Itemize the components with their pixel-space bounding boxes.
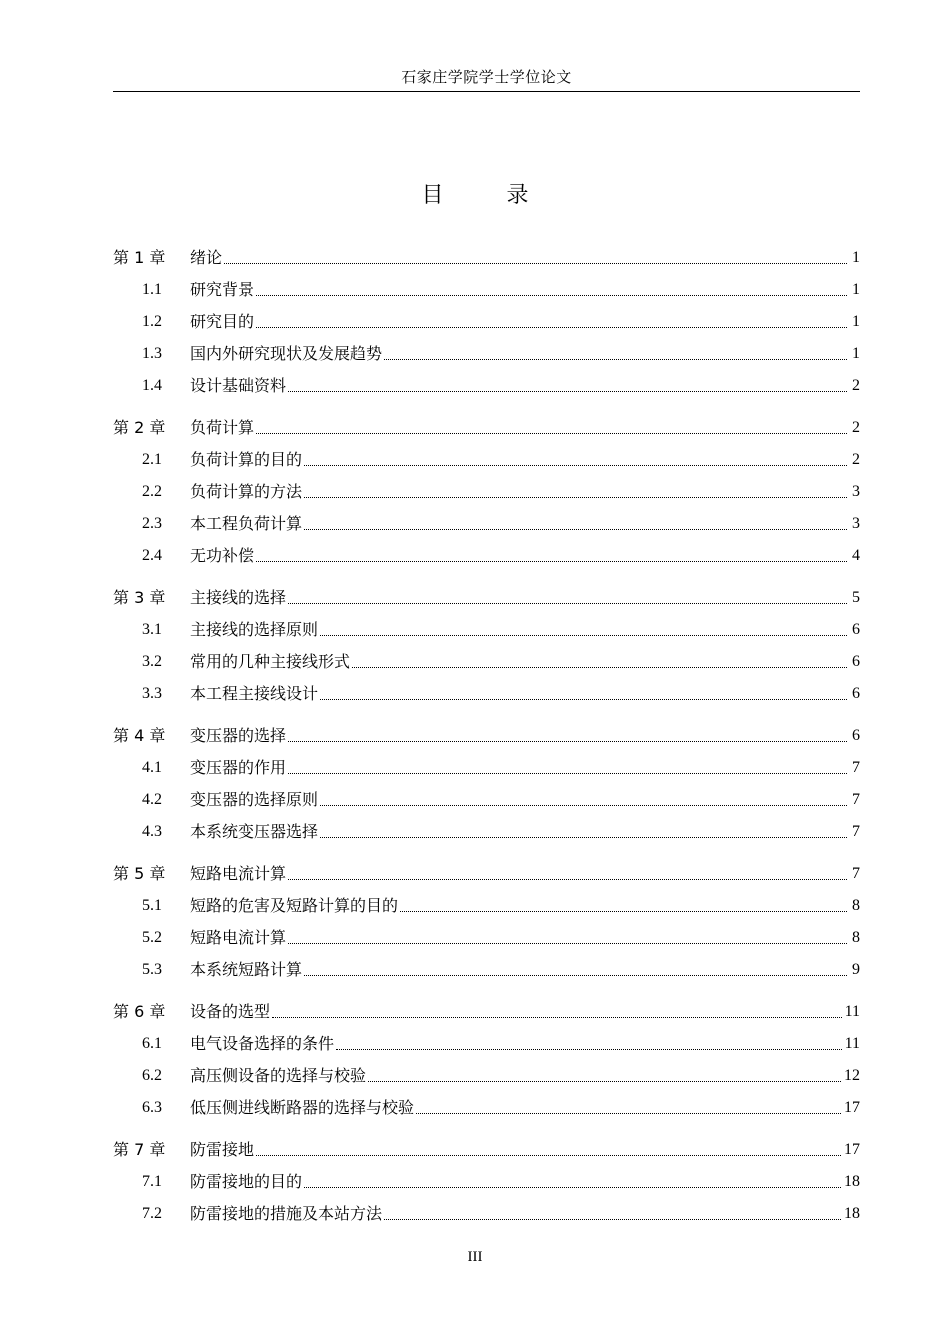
toc-entry-title: 本工程负荷计算 [190, 514, 303, 533]
toc-chapter-entry[interactable] [113, 722, 860, 746]
toc-chapter-entry[interactable] [113, 860, 860, 884]
toc-entry-title: 短路电流计算 [190, 864, 287, 883]
toc-entry-title: 研究目的 [190, 312, 255, 331]
dot-leader [336, 1048, 842, 1050]
toc-section-entry[interactable] [113, 892, 860, 916]
toc-entry-page: 6 [852, 727, 860, 744]
toc-entry-title: 主接线的选择原则 [190, 620, 319, 639]
toc-entry-title: 本系统变压器选择 [190, 822, 319, 841]
toc-section-entry[interactable] [113, 648, 860, 672]
toc-entry-page: 6 [852, 621, 860, 638]
toc-section-entry[interactable] [113, 308, 860, 332]
toc-entry-page: 18 [844, 1205, 860, 1222]
toc-heading [0, 178, 950, 209]
toc-entry-title: 高压侧设备的选择与校验 [190, 1066, 367, 1085]
toc-section-entry[interactable] [113, 1030, 860, 1054]
toc-chapter-entry[interactable] [113, 414, 860, 438]
toc-entry-page: 1 [852, 345, 860, 362]
toc-entry-number: 1.2 [142, 313, 162, 330]
toc-section-entry[interactable] [113, 510, 860, 534]
toc-entry-number: 7.1 [142, 1173, 162, 1190]
dot-leader [288, 878, 847, 880]
toc-section-entry[interactable] [113, 542, 860, 566]
dot-leader [288, 602, 847, 604]
toc-entry-number: 2.4 [142, 547, 162, 564]
dot-leader [304, 528, 847, 530]
dot-leader [304, 464, 847, 466]
toc-entry-page: 7 [852, 823, 860, 840]
toc-entry-page: 8 [852, 897, 860, 914]
toc-entry-page: 1 [852, 313, 860, 330]
running-header: 石家庄学院学士学位论文 [401, 68, 572, 86]
toc-entry-title: 负荷计算 [190, 418, 255, 437]
toc-entry-number: 第 2 章 [113, 418, 166, 437]
dot-leader [256, 432, 847, 434]
toc-entry-number: 第 6 章 [113, 1002, 166, 1021]
toc-entry-page: 8 [852, 929, 860, 946]
toc-entry-page: 7 [852, 865, 860, 882]
toc-entry-number: 4.3 [142, 823, 162, 840]
toc-entry-number: 第 3 章 [113, 588, 166, 607]
toc-entry-page: 5 [852, 589, 860, 606]
toc-entry-page: 6 [852, 685, 860, 702]
toc-chapter-entry[interactable] [113, 584, 860, 608]
toc-entry-title: 短路电流计算 [190, 928, 287, 947]
toc-entry-title: 国内外研究现状及发展趋势 [190, 344, 383, 363]
toc-entry-number: 4.2 [142, 791, 162, 808]
toc-entry-page: 12 [844, 1067, 860, 1084]
dot-leader [288, 942, 847, 944]
toc-entry-page: 7 [852, 759, 860, 776]
toc-section-entry[interactable] [113, 818, 860, 842]
toc-entry-title: 电气设备选择的条件 [190, 1034, 335, 1053]
toc-entry-title: 研究背景 [190, 280, 255, 299]
toc-entry-page: 2 [852, 377, 860, 394]
toc-entry-number: 3.3 [142, 685, 162, 702]
toc-section-entry[interactable] [113, 340, 860, 364]
dot-leader [320, 698, 847, 700]
toc-entry-title: 绪论 [190, 248, 223, 267]
toc-entry-number: 4.1 [142, 759, 162, 776]
toc-section-entry[interactable] [113, 1062, 860, 1086]
toc-chapter-entry[interactable] [113, 1136, 860, 1160]
dot-leader [384, 358, 847, 360]
toc-section-entry[interactable] [113, 446, 860, 470]
toc-entry-number: 第 7 章 [113, 1140, 166, 1159]
toc-entry-page: 1 [852, 249, 860, 266]
toc-entry-page: 17 [844, 1099, 860, 1116]
dot-leader [256, 294, 847, 296]
toc-section-entry[interactable] [113, 616, 860, 640]
dot-leader [304, 1186, 841, 1188]
dot-leader [288, 772, 847, 774]
toc-entry-page: 4 [852, 547, 860, 564]
toc-entry-page: 3 [852, 483, 860, 500]
dot-leader [416, 1112, 841, 1114]
toc-entry-page: 17 [844, 1141, 860, 1158]
dot-leader [304, 974, 847, 976]
toc-section-entry[interactable] [113, 1200, 860, 1224]
toc-chapter-entry[interactable] [113, 998, 860, 1022]
toc-entry-page: 2 [852, 451, 860, 468]
dot-leader [352, 666, 847, 668]
toc-section-entry[interactable] [113, 276, 860, 300]
toc-entry-number: 第 1 章 [113, 248, 166, 267]
toc-heading-right: 录 [506, 183, 529, 208]
toc-section-entry[interactable] [113, 1094, 860, 1118]
toc-entry-number: 3.1 [142, 621, 162, 638]
toc-section-entry[interactable] [113, 924, 860, 948]
toc-entry-number: 2.2 [142, 483, 162, 500]
toc-entry-number: 7.2 [142, 1205, 162, 1222]
dot-leader [256, 326, 847, 328]
dot-leader [384, 1218, 841, 1220]
toc-entry-page: 18 [844, 1173, 860, 1190]
toc-entry-number: 6.2 [142, 1067, 162, 1084]
toc-section-entry[interactable] [113, 680, 860, 704]
header-rule [113, 91, 860, 92]
toc-entry-title: 主接线的选择 [190, 588, 287, 607]
dot-leader [288, 740, 847, 742]
toc-entry-title: 负荷计算的目的 [190, 450, 303, 469]
toc-heading-left: 目 [421, 183, 444, 208]
dot-leader [304, 496, 847, 498]
dot-leader [368, 1080, 841, 1082]
toc-section-entry[interactable] [113, 1168, 860, 1192]
toc-entry-page: 2 [852, 419, 860, 436]
toc-entry-page: 11 [844, 1003, 860, 1020]
dot-leader [256, 560, 847, 562]
toc-entry-page: 7 [852, 791, 860, 808]
toc-entry-number: 3.2 [142, 653, 162, 670]
toc-entry-number: 5.3 [142, 961, 162, 978]
toc-entry-number: 1.3 [142, 345, 162, 362]
toc-entry-number: 5.1 [142, 897, 162, 914]
toc-entry-title: 防雷接地 [190, 1140, 255, 1159]
toc-entry-title: 本工程主接线设计 [190, 684, 319, 703]
toc-entry-number: 2.3 [142, 515, 162, 532]
toc-entry-number: 2.1 [142, 451, 162, 468]
toc-section-entry[interactable] [113, 786, 860, 810]
dot-leader [224, 262, 847, 264]
toc-entry-title: 负荷计算的方法 [190, 482, 303, 501]
dot-leader [320, 836, 847, 838]
toc-entry-title: 设备的选型 [190, 1002, 271, 1021]
toc-entry-title: 常用的几种主接线形式 [190, 652, 351, 671]
toc-entry-page: 11 [844, 1035, 860, 1052]
toc-entry-number: 5.2 [142, 929, 162, 946]
toc-entry-page: 9 [852, 961, 860, 978]
toc-entry-number: 第 5 章 [113, 864, 166, 883]
dot-leader [288, 390, 847, 392]
toc-section-entry[interactable] [113, 478, 860, 502]
toc-entry-title: 变压器的选择原则 [190, 790, 319, 809]
toc-entry-title: 变压器的作用 [190, 758, 287, 777]
toc-entry-number: 6.1 [142, 1035, 162, 1052]
dot-leader [320, 634, 847, 636]
dot-leader [272, 1016, 842, 1018]
dot-leader [320, 804, 847, 806]
toc-entry-page: 6 [852, 653, 860, 670]
toc-entry-title: 设计基础资料 [190, 376, 287, 395]
toc-section-entry[interactable] [113, 754, 860, 778]
toc-entry-number: 1.1 [142, 281, 162, 298]
toc-entry-page: 3 [852, 515, 860, 532]
toc-entry-title: 低压侧进线断路器的选择与校验 [190, 1098, 415, 1117]
toc-section-entry[interactable] [113, 372, 860, 396]
toc-entry-title: 变压器的选择 [190, 726, 287, 745]
toc-entry-title: 本系统短路计算 [190, 960, 303, 979]
toc-entry-title: 防雷接地的目的 [190, 1172, 303, 1191]
toc-chapter-entry[interactable] [113, 244, 860, 268]
toc-entry-number: 第 4 章 [113, 726, 166, 745]
toc-entry-number: 1.4 [142, 377, 162, 394]
dot-leader [256, 1154, 841, 1156]
dot-leader [400, 910, 847, 912]
toc-entry-page: 1 [852, 281, 860, 298]
toc-entry-title: 短路的危害及短路计算的目的 [190, 896, 399, 915]
toc-entry-title: 防雷接地的措施及本站方法 [190, 1204, 383, 1223]
toc-entry-title: 无功补偿 [190, 546, 255, 565]
page-number: III [467, 1249, 483, 1265]
toc-entry-number: 6.3 [142, 1099, 162, 1116]
toc-section-entry[interactable] [113, 956, 860, 980]
